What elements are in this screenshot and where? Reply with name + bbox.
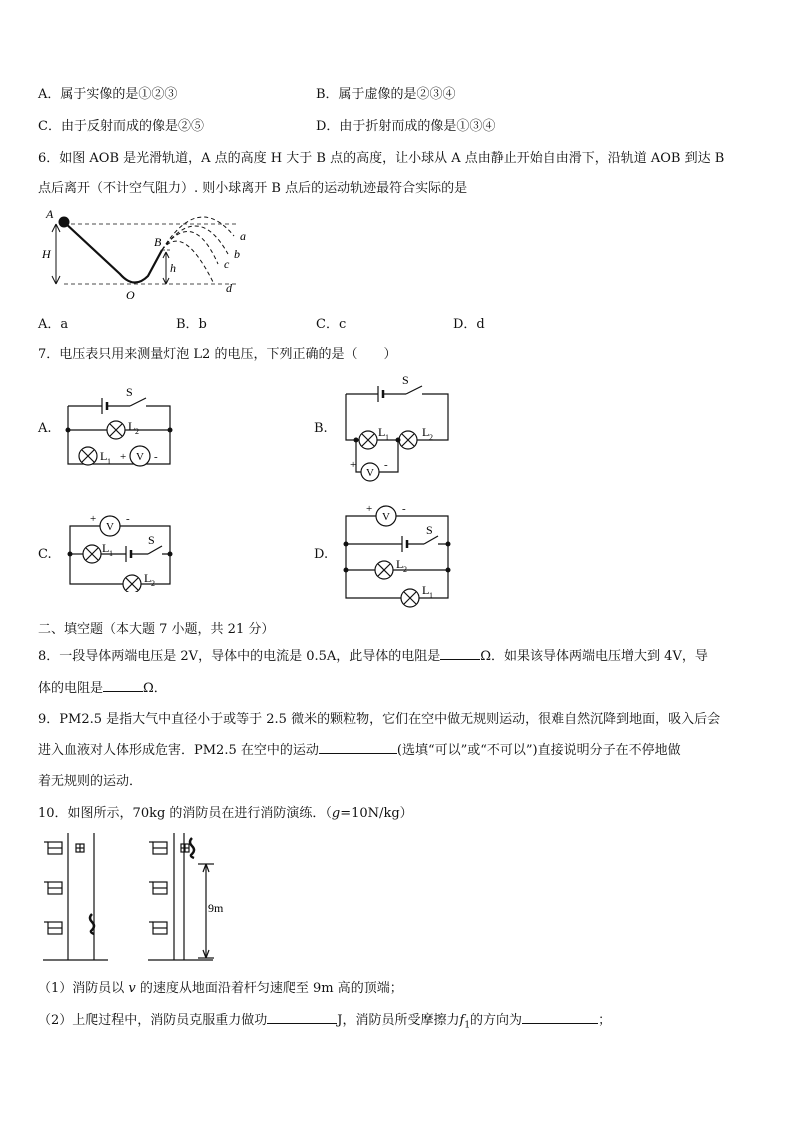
q7-option-b-label: B. xyxy=(314,421,328,436)
svg-text:2: 2 xyxy=(151,579,155,588)
svg-text:L: L xyxy=(102,541,110,555)
q6-track-figure xyxy=(38,202,268,302)
a-switch-label: S xyxy=(126,385,133,399)
fig-label-d: d xyxy=(226,281,232,295)
q5-option-c: C．由于反射而成的像是②⑤ xyxy=(38,119,204,134)
svg-text:S: S xyxy=(402,373,409,387)
q7-option-c-label: C. xyxy=(38,547,52,562)
svg-text:L: L xyxy=(100,449,108,463)
svg-text:2: 2 xyxy=(135,427,139,436)
q6-stem-line2: 点后离开（不计空气阻力）. 则小球离开 B 点后的运动轨迹最符合实际的是 xyxy=(38,181,468,196)
q10-blank-work[interactable] xyxy=(267,1023,337,1024)
q7-stem: 7．电压表只用来测量灯泡 L2 的电压，下列正确的是（ ） xyxy=(38,347,397,362)
q7-circuit-c xyxy=(62,508,176,592)
svg-text:-: - xyxy=(402,503,406,515)
svg-text:V: V xyxy=(366,467,374,479)
svg-text:L: L xyxy=(396,557,404,571)
svg-text:1: 1 xyxy=(429,591,433,600)
q6-option-a: A．a xyxy=(38,317,69,332)
svg-text:L: L xyxy=(422,583,430,597)
q5-option-b: B．属于虚像的是②③④ xyxy=(316,87,456,102)
section-2-heading: 二、填空题（本大题 7 小题，共 21 分） xyxy=(38,622,275,637)
fig-label-c: c xyxy=(224,257,230,271)
q10-firefighter-figure xyxy=(38,828,268,963)
q8-line2: 体的电阻是 Ω． xyxy=(38,681,167,696)
svg-text:S: S xyxy=(148,533,155,547)
q10-sub2: （2）上爬过程中，消防员克服重力做功 J，消防员所受摩擦力$f_1$的方向为 ； xyxy=(38,1013,612,1031)
svg-text:L: L xyxy=(144,571,152,585)
q5-option-a: A．属于实像的是①②③ xyxy=(38,87,178,102)
q9-line1: 9．PM2.5 是指大气中直径小于或等于 2.5 微米的颗粒物，它们在空中做无规则运动，很难自然沉降到地面，吸入后会 xyxy=(38,712,721,727)
svg-text:1: 1 xyxy=(109,549,113,558)
q6-option-c: C．c xyxy=(316,317,347,332)
q10-blank-direction[interactable] xyxy=(522,1023,598,1024)
svg-text:2: 2 xyxy=(403,565,407,574)
building-right xyxy=(148,833,214,960)
q6-option-d: D．d xyxy=(453,317,485,332)
svg-text:+: + xyxy=(90,513,97,525)
svg-text:+: + xyxy=(350,459,357,471)
q7-circuit-d xyxy=(338,498,454,612)
q6-stem-line1: 6．如图 AOB 是光滑轨道，A 点的高度 H 大于 B 点的高度，让小球从 A 点由静止开始自由滑下，沿轨道 AOB 到达 B xyxy=(38,151,725,166)
svg-text:-: - xyxy=(126,513,130,525)
building-left xyxy=(43,833,108,960)
q10-sub1: （1）消防员以 v 的速度从地面沿着杆匀速爬至 9m 高的顶端； xyxy=(38,981,403,996)
svg-text:V: V xyxy=(136,451,144,463)
q7-circuit-a xyxy=(62,382,176,474)
svg-text:-: - xyxy=(384,459,388,471)
q7-circuit-b xyxy=(338,372,454,484)
q6-option-b: B．b xyxy=(176,317,207,332)
q8-line1: 8．一段导体两端电压是 2V，导体中的电流是 0.5A，此导体的电阻是 Ω．如果该导体两端电压增大到 4V，导 xyxy=(38,649,708,664)
q9-line2: 进入血液对人体形成危害．PM2.5 在空中的运动 (选填“可以”或“不可以”)直接说明分子在不停地做 xyxy=(38,743,681,758)
q8-blank-2[interactable] xyxy=(103,691,143,692)
height-label: 9m xyxy=(208,901,224,915)
q5-option-d: D．由于折射而成的像是①③④ xyxy=(316,119,496,134)
svg-text:V: V xyxy=(106,521,114,533)
svg-text:L: L xyxy=(128,419,136,433)
ball-icon xyxy=(59,217,70,228)
fig-label-O: O xyxy=(126,288,135,302)
q9-line3: 着无规则的运动． xyxy=(38,774,143,789)
fig-label-H: H xyxy=(42,247,51,261)
svg-text:-: - xyxy=(154,451,158,463)
svg-text:V: V xyxy=(382,511,390,523)
svg-text:S: S xyxy=(426,523,433,537)
q8-blank-1[interactable] xyxy=(440,659,480,660)
fig-label-B: B xyxy=(154,235,162,249)
svg-text:L: L xyxy=(422,425,430,439)
svg-text:1: 1 xyxy=(107,457,111,466)
svg-text:1: 1 xyxy=(385,433,389,442)
svg-text:+: + xyxy=(366,503,373,515)
q9-blank[interactable] xyxy=(319,753,397,754)
svg-text:2: 2 xyxy=(429,433,433,442)
q7-option-a-label: A. xyxy=(38,421,52,436)
svg-text:+: + xyxy=(120,451,127,463)
q7-option-d-label: D. xyxy=(314,547,329,562)
fig-label-h: h xyxy=(170,261,176,275)
fig-label-A: A xyxy=(46,207,54,221)
fig-label-a: a xyxy=(240,229,246,243)
q10-stem: 10．如图所示，70kg 的消防员在进行消防演练．（g=10N/kg） xyxy=(38,806,413,821)
fig-label-b: b xyxy=(234,247,240,261)
svg-text:L: L xyxy=(378,425,386,439)
